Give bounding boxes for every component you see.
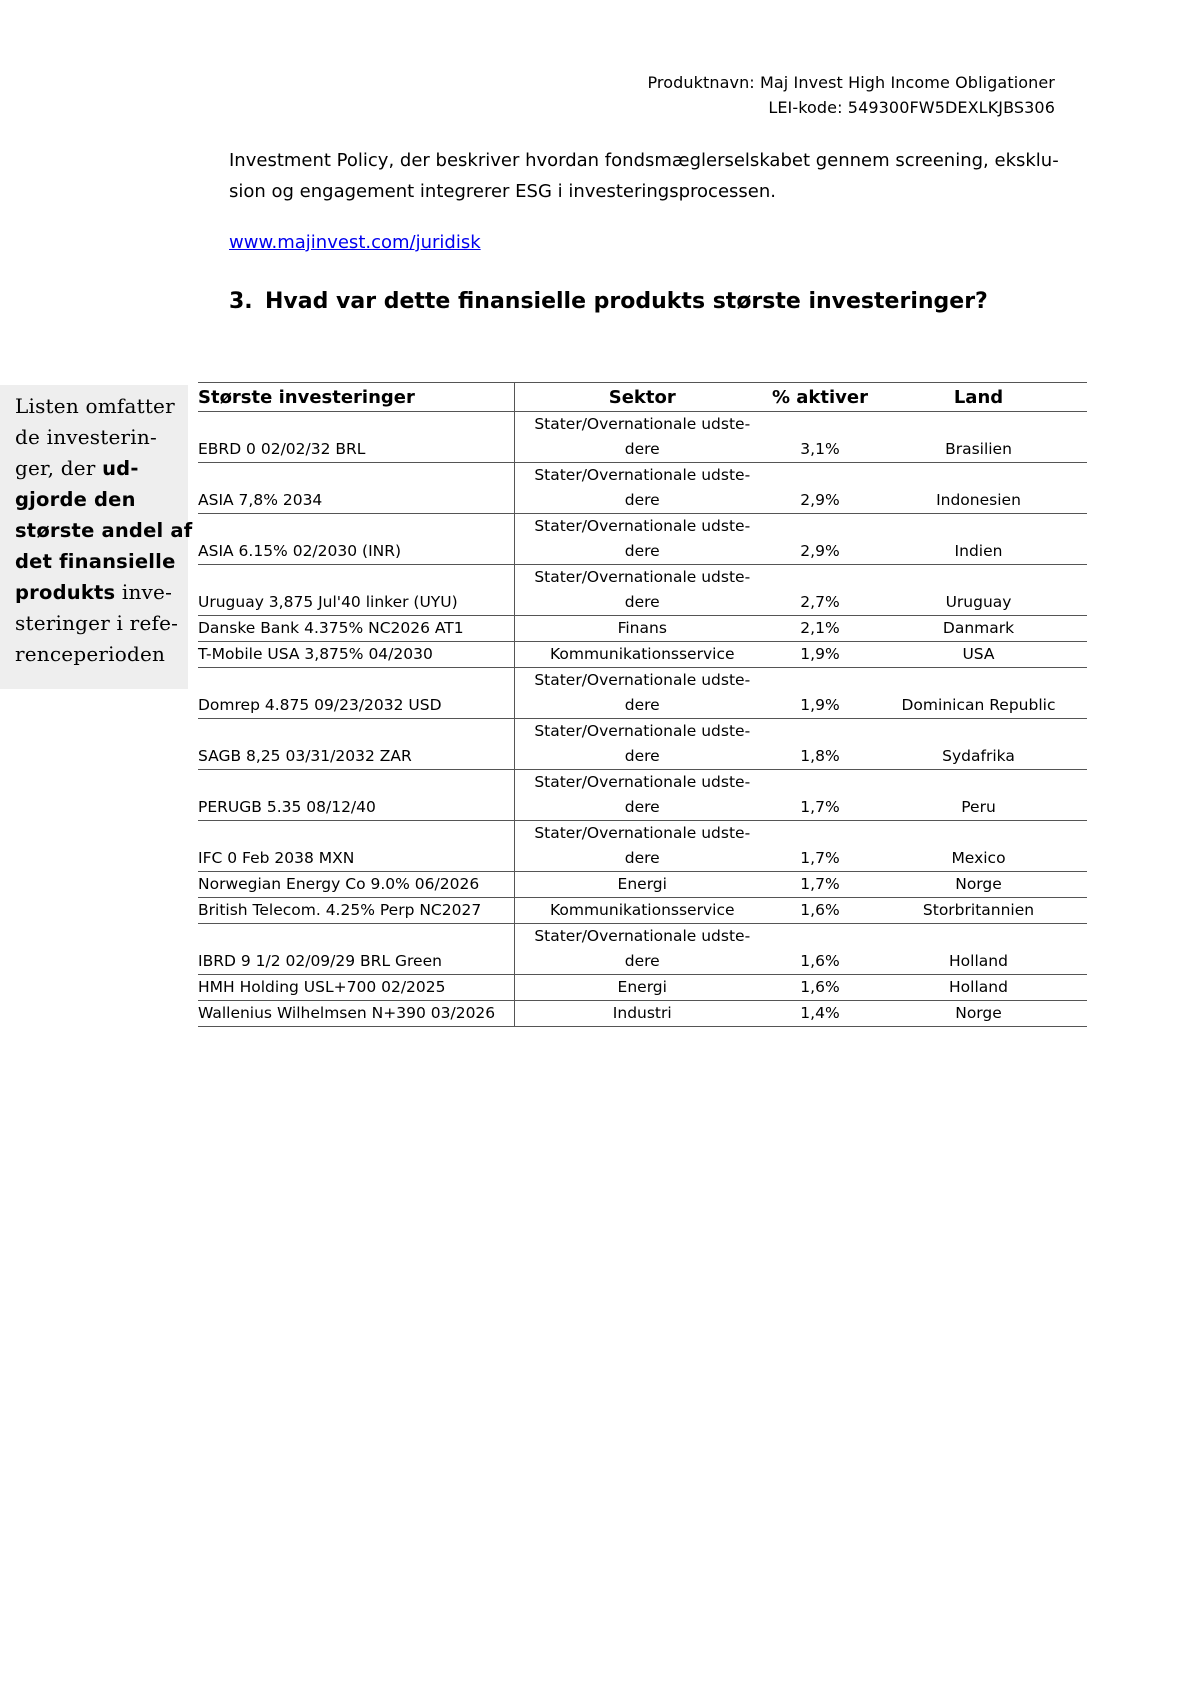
cell-land: Holland: [870, 924, 1087, 975]
cell-sektor: [514, 412, 770, 463]
cell-land: Uruguay: [870, 565, 1087, 616]
lei-code: LEI-kode: 549300FW5DEXLKJBS306: [768, 98, 1055, 117]
cell-name: PERUGB 5.35 08/12/40: [198, 770, 514, 821]
cell-pct: 2,7%: [770, 565, 870, 616]
cell-sektor: [514, 514, 770, 565]
cell-name: Norwegian Energy Co 9.0% 06/2026: [198, 872, 514, 898]
document-header: [647, 70, 1055, 120]
sektor-text: Stater/Overnationale udste- dere: [534, 415, 751, 458]
cell-land: Indonesien: [870, 463, 1087, 514]
table-row: [198, 412, 1087, 463]
cell-sektor: [514, 1001, 770, 1027]
header-land: Land: [870, 383, 1087, 412]
intro-text: Investment Policy, der beskriver hvordan fondsmæglerselskabet gennem screening, eksklu- sion og engagement integrerer ESG i investeringsprocessen.: [229, 150, 1059, 202]
sidebar-line: Listen omfatter: [15, 394, 175, 418]
cell-pct: 3,1%: [770, 412, 870, 463]
cell-sektor: [514, 770, 770, 821]
table-header-row: [198, 383, 1087, 412]
cell-pct: 1,9%: [770, 642, 870, 668]
cell-pct: 2,9%: [770, 514, 870, 565]
sidebar-line: renceperioden: [15, 642, 166, 666]
cell-sektor: [514, 924, 770, 975]
cell-pct: 1,6%: [770, 924, 870, 975]
sidebar-line: ger, der ud-: [15, 456, 139, 480]
cell-sektor: [514, 463, 770, 514]
sektor-text: Stater/Overnationale udste- dere: [534, 466, 751, 509]
sidebar-line: største andel af: [15, 519, 193, 542]
table-row: [198, 668, 1087, 719]
sidebar-line: steringer i refe-: [15, 611, 179, 635]
cell-name: HMH Holding USL+700 02/2025: [198, 975, 514, 1001]
cell-land: Brasilien: [870, 412, 1087, 463]
cell-name: ASIA 6.15% 02/2030 (INR): [198, 514, 514, 565]
cell-land: Indien: [870, 514, 1087, 565]
section-heading: [229, 287, 988, 317]
cell-sektor: [514, 821, 770, 872]
sektor-text: Stater/Overnationale udste- dere: [534, 568, 751, 611]
cell-pct: 1,6%: [770, 898, 870, 924]
table-row: [198, 821, 1087, 872]
intro-paragraph: [229, 145, 1059, 207]
juridisk-link[interactable]: www.majinvest.com/juridisk: [229, 232, 481, 253]
sidebar-line: gjorde den: [15, 488, 136, 511]
cell-pct: 1,7%: [770, 821, 870, 872]
cell-sektor: [514, 872, 770, 898]
cell-land: Sydafrika: [870, 719, 1087, 770]
sektor-text: Stater/Overnationale udste- dere: [534, 722, 751, 765]
cell-pct: 1,4%: [770, 1001, 870, 1027]
cell-name: IBRD 9 1/2 02/09/29 BRL Green: [198, 924, 514, 975]
sektor-text: Industri: [612, 1004, 672, 1022]
cell-pct: 2,1%: [770, 616, 870, 642]
cell-land: Dominican Republic: [870, 668, 1087, 719]
cell-name: SAGB 8,25 03/31/2032 ZAR: [198, 719, 514, 770]
table-row: [198, 898, 1087, 924]
sektor-text: Kommunikationsservice: [549, 901, 735, 919]
sidebar-line: de investerin-: [15, 425, 157, 449]
sektor-text: Energi: [617, 978, 667, 996]
sektor-text: Energi: [617, 875, 667, 893]
sektor-text: Kommunikationsservice: [549, 645, 735, 663]
product-name: Produktnavn: Maj Invest High Income Obligationer: [647, 73, 1055, 92]
cell-land: Norge: [870, 1001, 1087, 1027]
cell-land: Mexico: [870, 821, 1087, 872]
cell-sektor: [514, 616, 770, 642]
sidebar-note: [0, 385, 193, 689]
cell-pct: 1,8%: [770, 719, 870, 770]
header-name: Største investeringer: [198, 383, 514, 412]
table-row: [198, 1001, 1087, 1027]
sidebar-line: det finansielle: [15, 550, 176, 573]
cell-pct: 1,9%: [770, 668, 870, 719]
cell-sektor: [514, 642, 770, 668]
table-row: [198, 616, 1087, 642]
cell-pct: 2,9%: [770, 463, 870, 514]
cell-land: USA: [870, 642, 1087, 668]
table-body: [198, 412, 1087, 1027]
section-title: Hvad var dette finansielle produkts største investeringer?: [265, 289, 988, 314]
table-row: [198, 872, 1087, 898]
cell-name: Uruguay 3,875 Jul'40 linker (UYU): [198, 565, 514, 616]
cell-land: Danmark: [870, 616, 1087, 642]
cell-land: Holland: [870, 975, 1087, 1001]
cell-name: IFC 0 Feb 2038 MXN: [198, 821, 514, 872]
cell-name: ASIA 7,8% 2034: [198, 463, 514, 514]
sektor-text: Stater/Overnationale udste- dere: [534, 671, 751, 714]
sidebar-line: produkts inve-: [15, 580, 173, 604]
cell-pct: 1,7%: [770, 872, 870, 898]
table-row: [198, 514, 1087, 565]
table-row: [198, 975, 1087, 1001]
cell-name: British Telecom. 4.25% Perp NC2027: [198, 898, 514, 924]
cell-land: Peru: [870, 770, 1087, 821]
cell-name: Domrep 4.875 09/23/2032 USD: [198, 668, 514, 719]
cell-name: Wallenius Wilhelmsen N+390 03/2026: [198, 1001, 514, 1027]
section-number: 3.: [229, 289, 253, 314]
cell-name: EBRD 0 02/02/32 BRL: [198, 412, 514, 463]
cell-sektor: [514, 975, 770, 1001]
cell-pct: 1,6%: [770, 975, 870, 1001]
table-row: [198, 719, 1087, 770]
table-row: [198, 565, 1087, 616]
sektor-text: Stater/Overnationale udste- dere: [534, 927, 751, 970]
sektor-text: Finans: [617, 619, 667, 637]
cell-sektor: [514, 719, 770, 770]
sektor-text: Stater/Overnationale udste- dere: [534, 773, 751, 816]
cell-land: Norge: [870, 872, 1087, 898]
cell-sektor: [514, 668, 770, 719]
sektor-text: Stater/Overnationale udste- dere: [534, 517, 751, 560]
table-row: [198, 770, 1087, 821]
cell-name: T-Mobile USA 3,875% 04/2030: [198, 642, 514, 668]
cell-sektor: [514, 565, 770, 616]
cell-sektor: [514, 898, 770, 924]
sektor-text: Stater/Overnationale udste- dere: [534, 824, 751, 867]
header-pct: % aktiver: [770, 383, 870, 412]
cell-land: Storbritannien: [870, 898, 1087, 924]
table-row: [198, 642, 1087, 668]
top-investments-table: [198, 382, 1087, 1027]
table-row: [198, 924, 1087, 975]
cell-name: Danske Bank 4.375% NC2026 AT1: [198, 616, 514, 642]
table-row: [198, 463, 1087, 514]
header-sektor: Sektor: [514, 383, 770, 412]
cell-pct: 1,7%: [770, 770, 870, 821]
